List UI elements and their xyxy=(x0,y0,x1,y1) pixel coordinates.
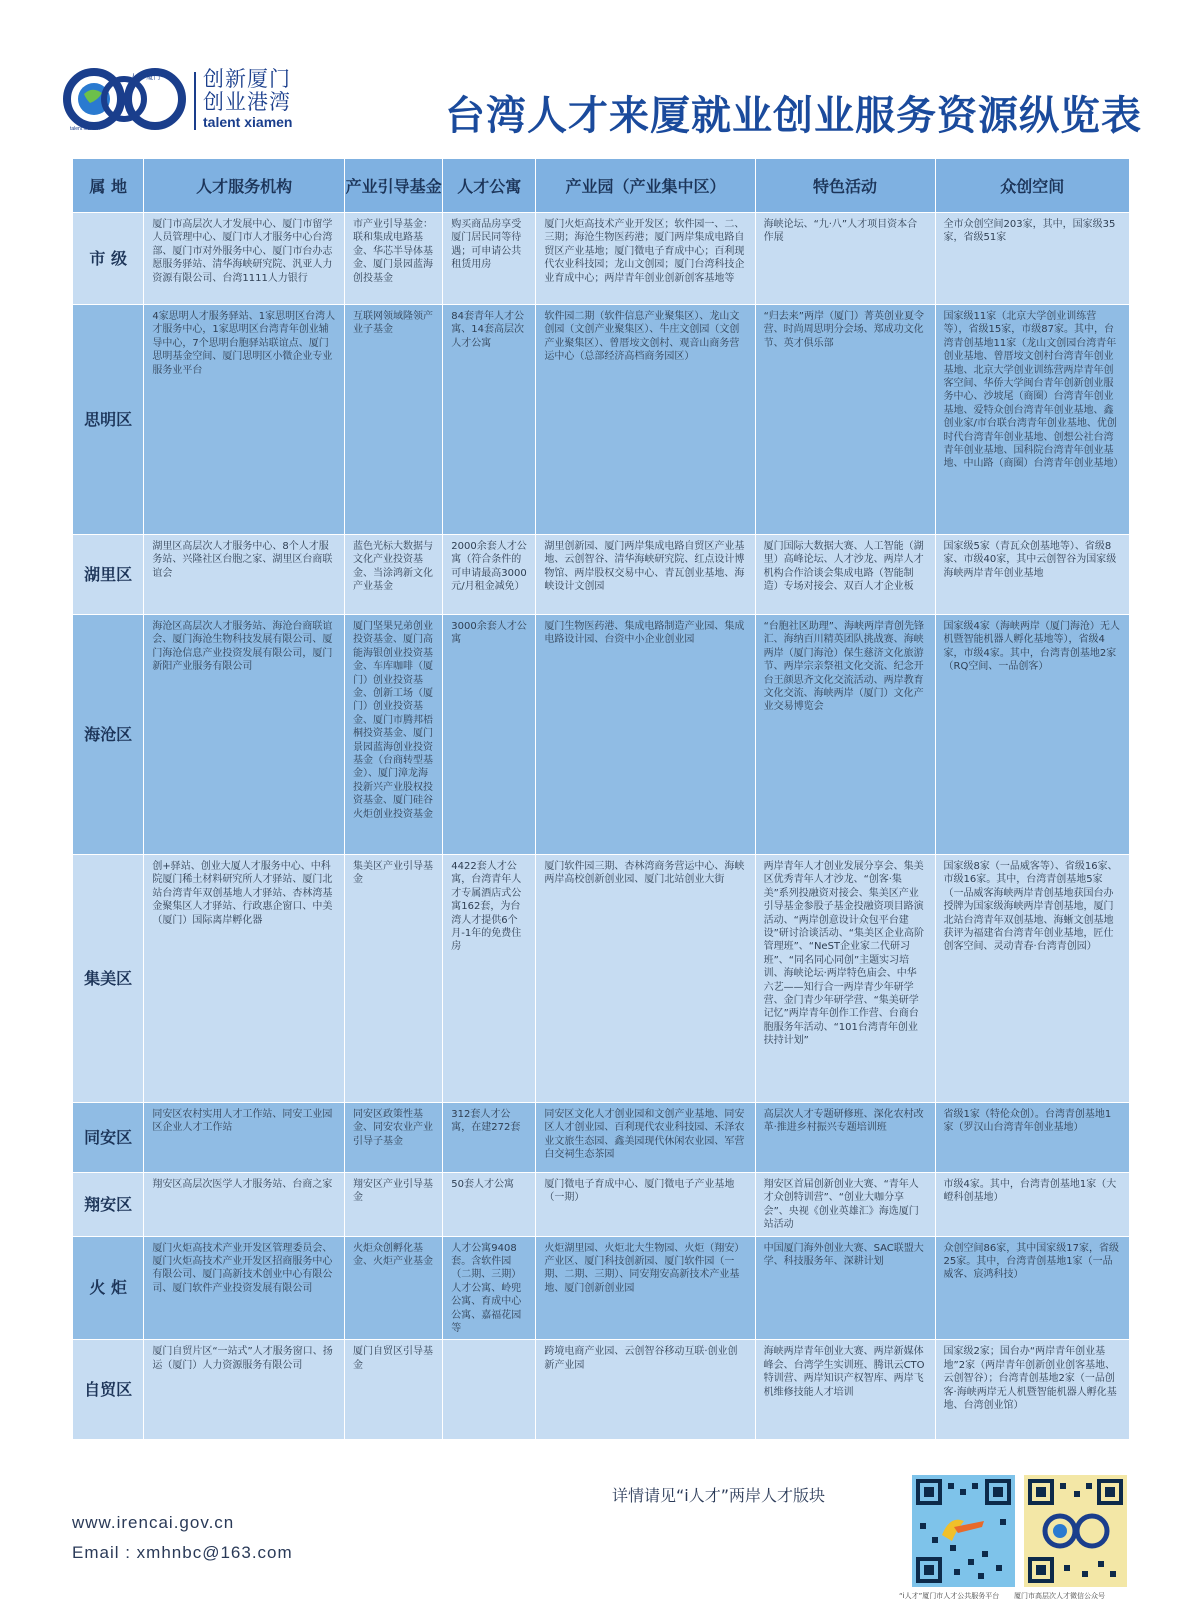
industry-fund-cell: 市产业引导基金：联和集成电路基金、华芯半导体基金、厦门景园蓝海创投基金 xyxy=(345,213,443,305)
resource-table xyxy=(72,158,1130,1440)
table-row-haicang xyxy=(73,615,1130,855)
maker-space-cell: 全市众创空间203家，其中，国家级35家，省级51家 xyxy=(935,213,1129,305)
apartment-cell: 3000余套人才公寓 xyxy=(443,615,536,855)
industrial-park-cell: 厦门软件园三期、杏林湾商务营运中心、海峡两岸高校创新创业园、厦门北站创业大街 xyxy=(536,855,755,1103)
talent-service-cell: 创+驿站、创业大厦人才服务中心、中科院厦门稀土材料研究所人才驿站、厦门北站台湾青年双创基地人才驿站、杏林湾基金聚集区人才驿站、行政惠企窗口、中美（厦门）国际离岸孵化器 xyxy=(144,855,345,1103)
page-title: 台湾人才来厦就业创业服务资源纵览表 xyxy=(445,92,1142,139)
activities-cell: 海峡两岸青年创业大赛、两岸新媒体峰会、台湾学生实训班、腾讯云CTO特训营、两岸知识产权智库、两岸飞机维修技能人才培训 xyxy=(755,1340,935,1440)
brand-divider xyxy=(194,72,196,130)
activities-cell: 高层次人才专题研修班、深化农村改革·推进乡村振兴专题培训班 xyxy=(755,1103,935,1173)
apartment-cell: 84套青年人才公寓、14套高层次人才公寓 xyxy=(443,305,536,535)
logo-ring-text: 人才·厦门 xyxy=(130,73,161,81)
maker-space-cell: 国家级11家（北京大学创业训练营等），省级15家，市级87家。其中，台湾青创基地11家（龙山文创园台湾青年创业基地、曾厝垵文创村台湾青年创业基地、北京大学创业训练营两岸青年创客空间、华侨大学闽台青年创新创业服务中心、沙坡尾（商圈）台湾青年创业基地、爱特众创台湾青年创业基地、鑫创业家/市台联台湾青年创业基地、优创时代台湾青年创业基地、创想公社台湾青年创业基地、国科院台湾青年创业基地、中山路（商圈）台湾青年创业基地） xyxy=(935,305,1129,535)
table-row-city xyxy=(73,213,1130,305)
contact-info xyxy=(72,1508,293,1568)
apartment-cell xyxy=(443,1340,536,1440)
industry-fund-cell: 火炬众创孵化基金、火炬产业基金 xyxy=(345,1236,443,1340)
irencai-qr-code xyxy=(912,1475,1015,1587)
table-row-huli xyxy=(73,535,1130,615)
industrial-park-cell: 火炬湖里园、火炬北大生物园、火炬（翔安）产业区、厦门科技创新园、厦门软件园（一期、二期、三期）、同安翔安高新技术产业基地、厦门创新创业园 xyxy=(536,1236,755,1340)
industrial-park-cell: 厦门微电子育成中心、厦门微电子产业基地（一期） xyxy=(536,1173,755,1237)
maker-space-cell: 国家级2家；国台办“两岸青年创业基地”2家（两岸青年创新创业创客基地、云创智谷）；台湾青创基地2家（一品创客·海峡两岸无人机暨智能机器人孵化基地、台湾创业馆） xyxy=(935,1340,1129,1440)
industrial-park-cell: 跨境电商产业园、云创智谷移动互联·创业创新产业园 xyxy=(536,1340,755,1440)
talent-service-cell: 湖里区高层次人才服务中心、8个人才服务站、兴隆社区台胞之家、湖里区台商联谊会 xyxy=(144,535,345,615)
district-cell: 海沧区 xyxy=(73,615,144,855)
maker-space-cell: 市级4家。其中，台湾青创基地1家（大嶝科创基地） xyxy=(935,1173,1129,1237)
activities-cell: 海峡论坛、“九·八”人才项目资本合作展 xyxy=(755,213,935,305)
activities-cell: 两岸青年人才创业发展分享会、集美区优秀青年人才沙龙、“创客·集美”系列投融资对接会、集美区产业引导基金参股子基金投融资项目路演活动、“两岸创意设计众包平台建设”研讨洽谈活动、“集美区企业高阶管理班”、“NeST企业家二代研习班”、“同名同心同创”主题实习培训、海峡论坛·两岸特色庙会、中华六艺——知行合一两岸青少年研学营、金门青少年研学营、“集美研学记忆”两岸青年创作工作营、台商台胞服务年活动、“101台湾青年创业扶持计划” xyxy=(755,855,935,1103)
talent-service-cell: 4家思明人才服务驿站、1家思明区台湾人才服务中心，1家思明区台湾青年创业辅导中心，7个思明台胞驿站联谊点、厦门思明基金空间、厦门思明区小微企业专业服务业平台 xyxy=(144,305,345,535)
apartment-cell: 50套人才公寓 xyxy=(443,1173,536,1237)
table-row-tongan xyxy=(73,1103,1130,1173)
talent-service-cell: 厦门自贸片区“一站式”人才服务窗口、扬运（厦门）人力资源服务有限公司 xyxy=(144,1340,345,1440)
maker-space-cell: 众创空间86家，其中国家级17家，省级25家。其中，台湾青创基地1家（一品威客、宸鸿科技） xyxy=(935,1236,1129,1340)
talent-service-cell: 厦门火炬高技术产业开发区管理委员会、厦门火炬高技术产业开发区招商服务中心有限公司、厦门高新技术创业中心有限公司、厦门软件产业投资发展有限公司 xyxy=(144,1236,345,1340)
talent-service-cell: 海沧区高层次人才服务站、海沧台商联谊会、厦门海沧生物科技发展有限公司、厦门海沧信息产业投资发展有限公司，厦门新阳产业服务有限公司 xyxy=(144,615,345,855)
activities-cell: “归去来”两岸（厦门）菁英创业夏令营、时尚周思明分会场、郑成功文化节、英才俱乐部 xyxy=(755,305,935,535)
wechat-qr-code xyxy=(1024,1475,1127,1587)
activities-cell: 厦门国际大数据大赛、人工智能（湖里）高峰论坛、人才沙龙、两岸人才机构合作洽谈会集成电路（智能制造）专场对接会、双百人才企业板 xyxy=(755,535,935,615)
table-row-ftz xyxy=(73,1340,1130,1440)
header-industrial-park: 产业园（产业集中区） xyxy=(536,159,755,213)
activities-cell: 翔安区首届创新创业大赛、“青年人才众创特训营”、“创业大咖分享会”、央视《创业英雄汇》海选厦门站活动 xyxy=(755,1173,935,1237)
apartment-cell: 4422套人才公寓，台湾青年人才专属酒店式公寓162套，为台湾人才提供6个月-1年的免费住房 xyxy=(443,855,536,1103)
industry-fund-cell: 翔安区产业引导基金 xyxy=(345,1173,443,1237)
table-row-xiangan xyxy=(73,1173,1130,1237)
table-row-siming xyxy=(73,305,1130,535)
industry-fund-cell: 厦门坚果兄弟创业投资基金、厦门高能海银创业投资基金、车库咖啡（厦门）创业投资基金、创新工场（厦门）创业投资基金、厦门市腾邦梧桐投资基金、厦门景园蓝海创业投资基金（台商转型基金）、厦门漳龙海投新兴产业股权投资基金、厦门硅谷火炬创业投资基金 xyxy=(345,615,443,855)
brand-line-1: 创新厦门 xyxy=(203,67,291,91)
logo-sub-text: talent xiamen xyxy=(70,126,100,132)
details-note: 详情请见“i人才”两岸人才版块 xyxy=(612,1486,826,1505)
industrial-park-cell: 湖里创新园、厦门两岸集成电路自贸区产业基地、云创智谷、清华海峡研究院、红点设计博物馆、两岸股权交易中心、青瓦创业基地、海峡设计文创园 xyxy=(536,535,755,615)
district-cell: 自贸区 xyxy=(73,1340,144,1440)
page-header xyxy=(62,66,1142,142)
email-link[interactable]: Email : xmhnbc@163.com xyxy=(72,1543,293,1562)
talent-service-cell: 翔安区高层次医学人才服务站、台商之家 xyxy=(144,1173,345,1237)
maker-space-cell: 国家级5家（青瓦众创基地等）、省级8家、市级40家，其中云创智谷为国家级海峡两岸青年创业基地 xyxy=(935,535,1129,615)
district-cell: 集美区 xyxy=(73,855,144,1103)
header-maker-space: 众创空间 xyxy=(935,159,1129,213)
brand-line-2: 创业港湾 xyxy=(203,90,291,114)
talent-service-cell: 同安区农村实用人才工作站、同安工业园区企业人才工作站 xyxy=(144,1103,345,1173)
talent-service-cell: 厦门市高层次人才发展中心、厦门市留学人员管理中心、厦门市人才服务中心台湾部、厦门市对外服务中心、厦门市台办志愿服务驿站、清华海峡研究院、汎亚人力资源有限公司、台湾1111人力银行 xyxy=(144,213,345,305)
table-row-jimei xyxy=(73,855,1130,1103)
maker-space-cell: 省级1家（特伦众创）。台湾青创基地1家（罗汉山台湾青年创业基地） xyxy=(935,1103,1129,1173)
industry-fund-cell: 厦门自贸区引导基金 xyxy=(345,1340,443,1440)
industrial-park-cell: 厦门火炬高技术产业开发区；软件园一、二、三期；海沧生物医药港；厦门两岸集成电路自贸区产业基地；厦门微电子育成中心；百利现代农业科技园；龙山文创园；厦门台湾科技企业育成中心；两岸青年创业创新创客基地等 xyxy=(536,213,755,305)
table-header-row xyxy=(73,159,1130,213)
apartment-cell: 2000余套人才公寓（符合条件的可申请最高3000元/月租金减免） xyxy=(443,535,536,615)
brand-english: talent xiamen xyxy=(203,114,293,130)
industry-fund-cell: 蓝色光标大数据与文化产业投资基金、当涂鸿新文化产业基金 xyxy=(345,535,443,615)
district-cell: 火 炬 xyxy=(73,1236,144,1340)
activities-cell: 中国厦门海外创业大赛、SAC联盟大学、科技服务年、深耕计划 xyxy=(755,1236,935,1340)
apartment-cell: 312套人才公寓，在建272套 xyxy=(443,1103,536,1173)
district-cell: 思明区 xyxy=(73,305,144,535)
header-apartment: 人才公寓 xyxy=(443,159,536,213)
irencai-qr-caption: “i人才”厦门市人才公共服务平台 xyxy=(899,1592,1000,1600)
header-activities: 特色活动 xyxy=(755,159,935,213)
industrial-park-cell: 同安区文化人才创业园和文创产业基地、同安区人才创业园、百利现代农业科技园、禾泽农业文旅生态园、鑫美园现代休闲农业园、军营白交祠生态茶园 xyxy=(536,1103,755,1173)
wechat-qr-caption: 厦门市高层次人才微信公众号 xyxy=(1014,1592,1105,1600)
industry-fund-cell: 互联网领域隆领产业子基金 xyxy=(345,305,443,535)
activities-cell: “台胞社区助理”、海峡两岸青创先锋汇、海纳百川精英团队挑战赛、海峡两岸（厦门海沧）保生慈济文化旅游节、两岸宗亲祭祖文化交流、纪念开台王颜思齐文化交流活动、两岸教育文化交流、海峡两岸（厦门）文化产业交易博览会 xyxy=(755,615,935,855)
maker-space-cell: 国家级4家（海峡两岸（厦门海沧）无人机暨智能机器人孵化基地等），省级4家，市级4家。其中，台湾青创基地2家（RQ空间、一品创客） xyxy=(935,615,1129,855)
brand-text xyxy=(203,68,292,130)
website-link[interactable]: www.irencai.gov.cn xyxy=(72,1513,235,1532)
district-cell: 翔安区 xyxy=(73,1173,144,1237)
apartment-cell: 购买商品房享受厦门居民同等待遇；可申请公共租赁用房 xyxy=(443,213,536,305)
district-cell: 市 级 xyxy=(73,213,144,305)
industrial-park-cell: 厦门生物医药港、集成电路制造产业园、集成电路设计园、台资中小企业创业园 xyxy=(536,615,755,855)
table-row-torch xyxy=(73,1236,1130,1340)
maker-space-cell: 国家级8家（一品威客等）、省级16家、市级16家。其中，台湾青创基地5家（一品威客海峡两岸青创基地获国台办授牌为国家级海峡两岸青创基地，厦门北站台湾青年双创基地、海蜥文创基地获评为福建省台湾青年创业基地，匠仕创客空间、灵动青春·台湾青创园） xyxy=(935,855,1129,1103)
industrial-park-cell: 软件园二期（软件信息产业聚集区）、龙山文创园（文创产业聚集区）、牛庄文创园（文创产业聚集区）、曾厝垵文创村、观音山商务营运中心（总部经济高档商务园区） xyxy=(536,305,755,535)
district-cell: 同安区 xyxy=(73,1103,144,1173)
header-industry-fund: 产业引导基金 xyxy=(345,159,443,213)
header-district: 属 地 xyxy=(73,159,144,213)
talent-xiamen-logo xyxy=(62,66,187,132)
industry-fund-cell: 集美区产业引导基金 xyxy=(345,855,443,1103)
district-cell: 湖里区 xyxy=(73,535,144,615)
header-talent-service: 人才服务机构 xyxy=(144,159,345,213)
industry-fund-cell: 同安区政策性基金、同安农业产业引导子基金 xyxy=(345,1103,443,1173)
apartment-cell: 人才公寓9408套。含软件园（二期、三期）人才公寓、岭兜公寓、育成中心公寓、嘉福花园等 xyxy=(443,1236,536,1340)
